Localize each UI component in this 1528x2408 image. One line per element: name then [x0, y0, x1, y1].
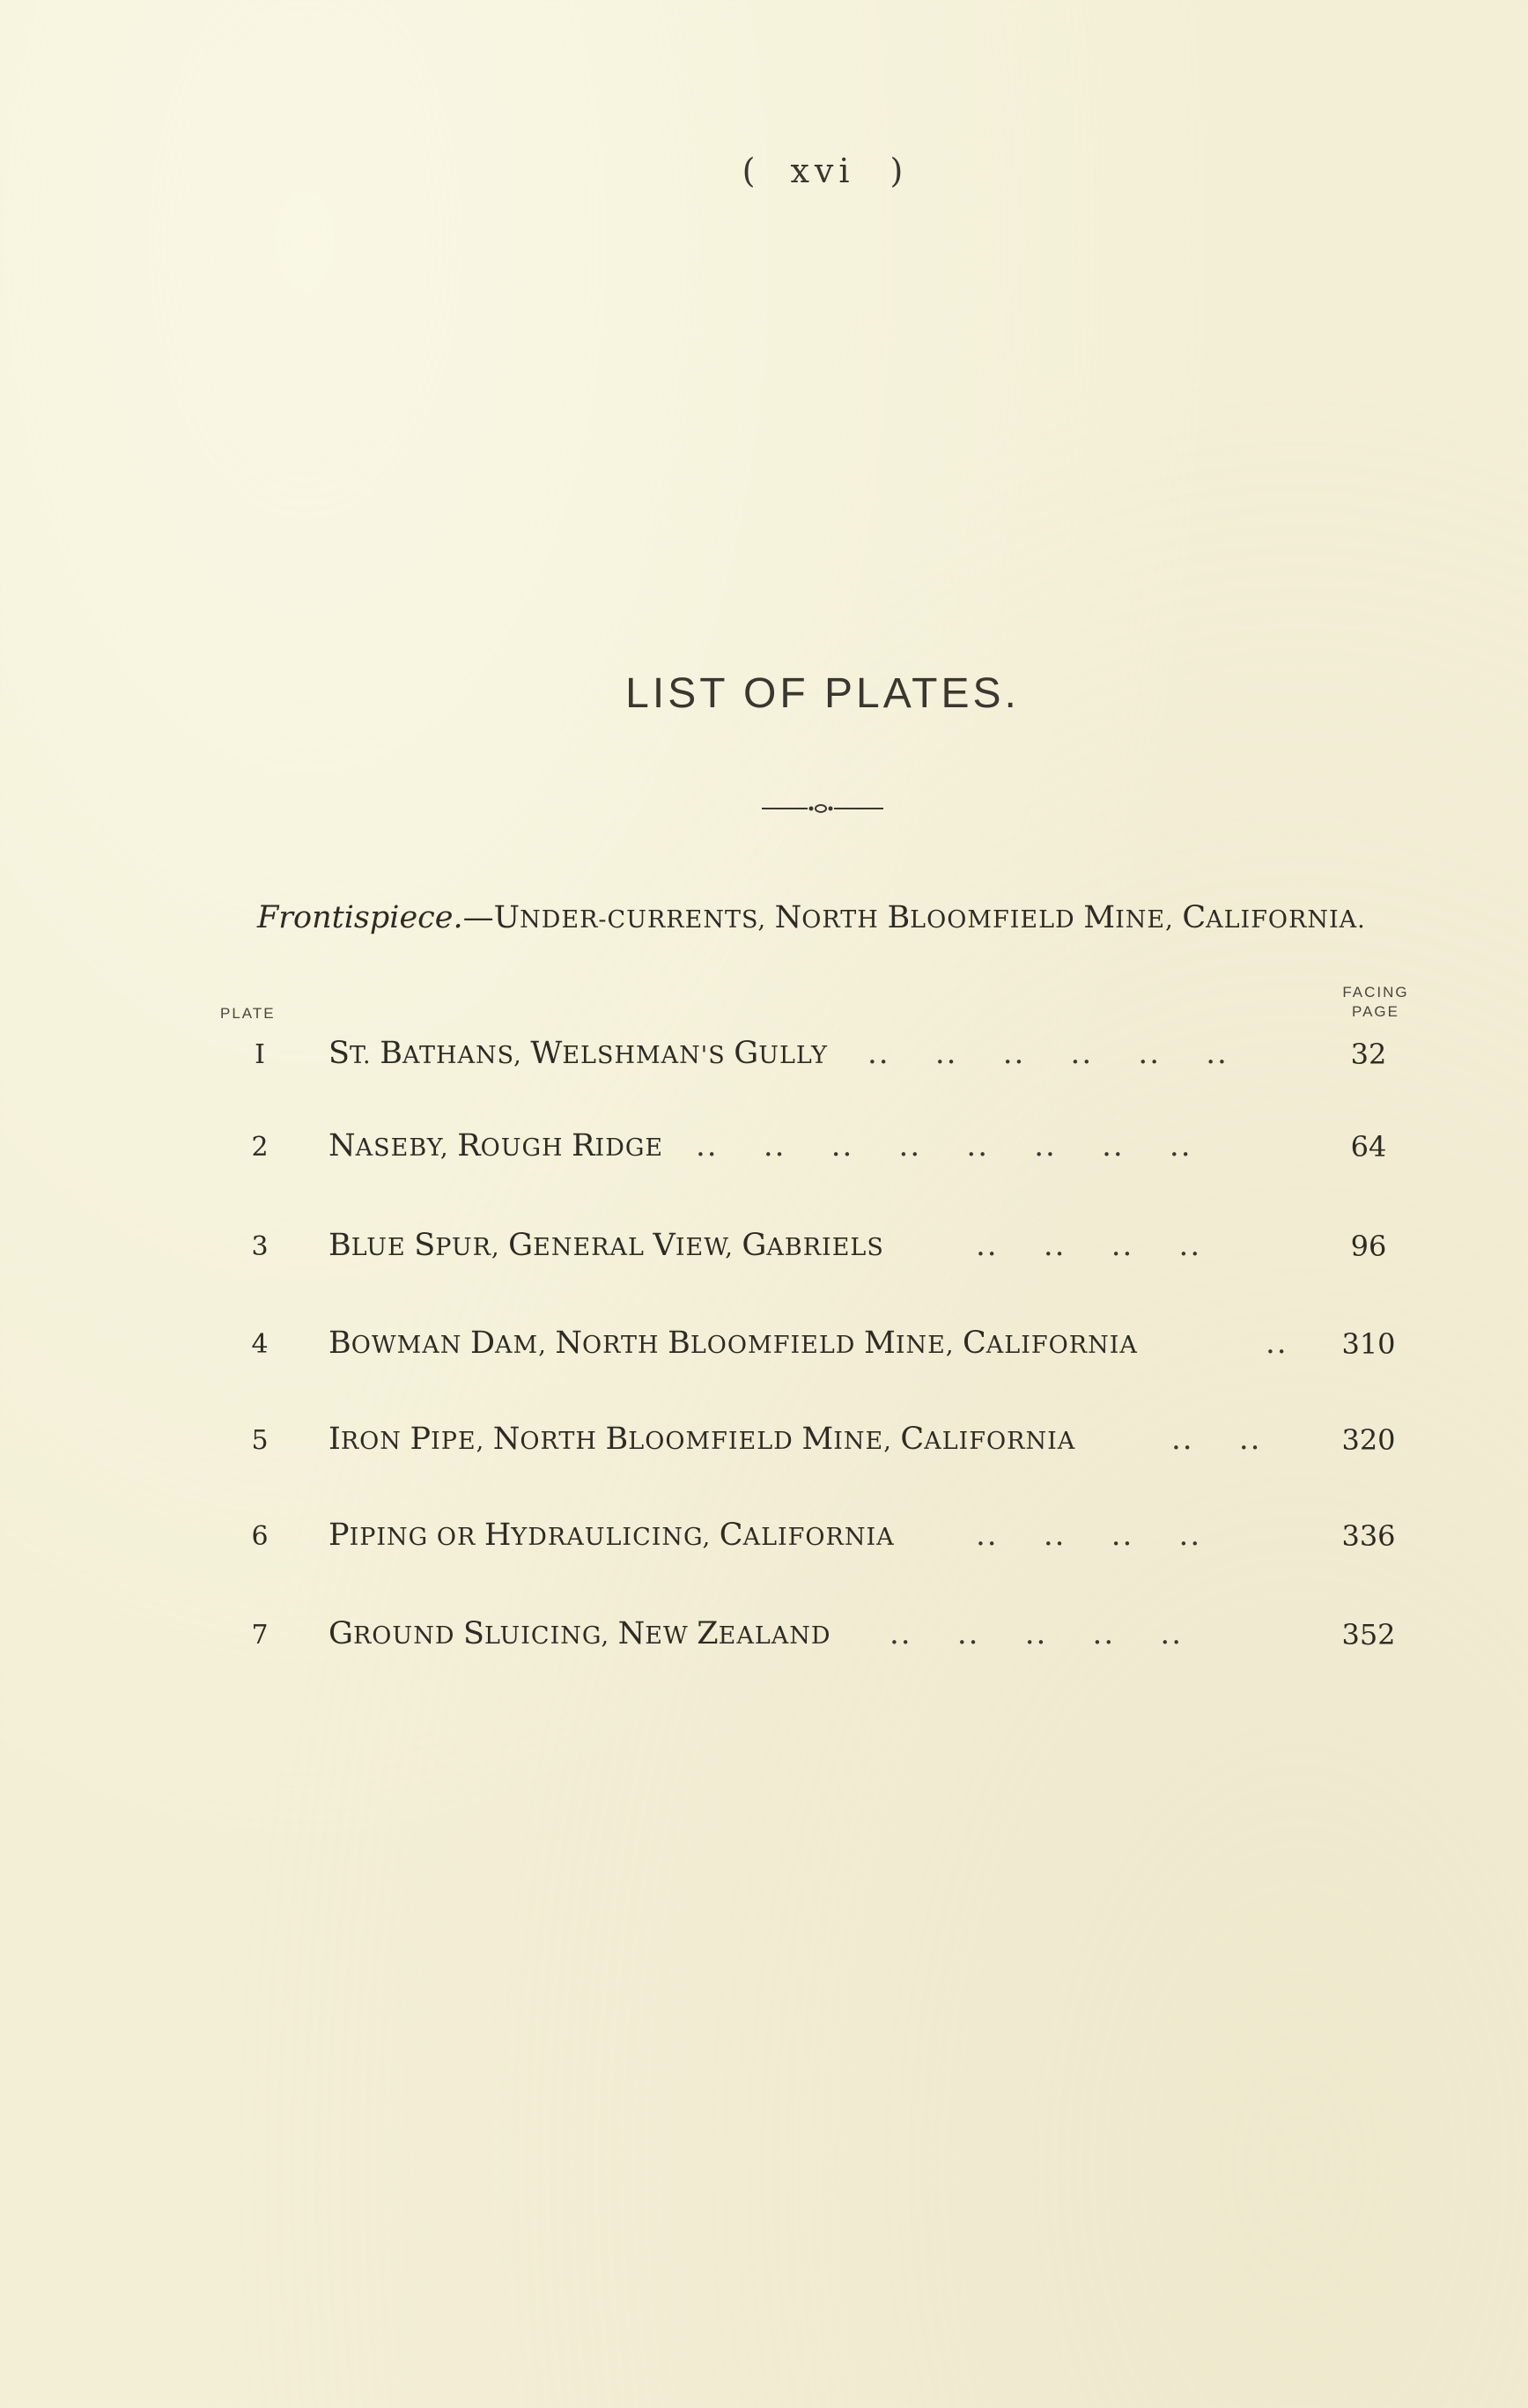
small-caps-initial: C: [900, 1422, 925, 1457]
plate-number: 2: [251, 1132, 269, 1163]
small-caps-initial: D: [469, 1326, 496, 1361]
frontispiece-line: [257, 900, 1420, 935]
small-caps-initial: N: [492, 1422, 520, 1457]
frontispiece-dash: —: [462, 900, 494, 935]
small-caps-text: LUE: [351, 1234, 415, 1261]
facing-page-number: 96: [1350, 1230, 1387, 1263]
small-caps-initial: B: [605, 1422, 629, 1457]
small-caps-text: ALIFORNIA: [924, 1428, 1076, 1455]
small-caps-initial: S: [414, 1228, 436, 1263]
plate-number: 3: [251, 1231, 269, 1262]
plate-number: 6: [251, 1521, 269, 1552]
facing-page-number: 336: [1341, 1519, 1396, 1553]
plate-title: [328, 1616, 831, 1651]
ornament-divider-icon: [762, 797, 883, 820]
small-caps-initial: G: [508, 1228, 534, 1263]
plate-row: [0, 1518, 1528, 1562]
leader-dots: .. .. .. .. .. .. .. ..: [696, 1128, 1192, 1163]
small-caps-text: LOOMFIELD: [628, 1428, 802, 1455]
plate-row: [0, 1036, 1528, 1080]
frontispiece-label: Frontispiece.: [257, 900, 463, 935]
small-caps-text: ORTH: [801, 906, 888, 934]
small-caps-initial: C: [1182, 900, 1207, 935]
small-caps-text: OWMAN: [351, 1332, 470, 1359]
plate-title: [328, 1228, 884, 1263]
small-caps-initial: G: [742, 1228, 767, 1263]
small-caps-initial: V: [653, 1228, 675, 1263]
small-caps-initial: G: [328, 1616, 353, 1651]
small-caps-text: RON: [340, 1428, 410, 1455]
small-caps-text: EW: [645, 1622, 698, 1650]
leader-dots: .. ..: [1171, 1422, 1262, 1457]
small-caps-text: NDER-CURRENTS,: [520, 906, 775, 934]
small-caps-text: ENERAL: [533, 1234, 653, 1261]
plate-number: I: [255, 1039, 265, 1070]
plate-column-header: PLATE: [220, 1005, 276, 1022]
plate-title: [328, 1036, 828, 1071]
small-caps-text: ALIFORNIA.: [1206, 906, 1366, 934]
leader-dots: .. .. .. .. ..: [889, 1616, 1183, 1651]
facing-page-column-header: [1332, 983, 1420, 1022]
small-caps-initial: N: [774, 900, 802, 935]
small-caps-text: INE,: [1115, 906, 1183, 934]
facing-label: FACING: [1342, 984, 1409, 1001]
small-caps-text: IPE,: [431, 1428, 493, 1455]
small-caps-text: PUR,: [435, 1234, 509, 1261]
plate-row: [0, 1128, 1528, 1172]
plate-title: [328, 1326, 1138, 1361]
small-caps-initial: U: [493, 900, 520, 935]
small-caps-text: ORTH: [520, 1428, 606, 1455]
small-caps-text: INE,: [833, 1428, 901, 1455]
small-caps-initial: I: [328, 1422, 341, 1457]
plate-number: 7: [251, 1620, 269, 1651]
small-caps-text: INE,: [895, 1332, 963, 1359]
plate-title: [328, 1518, 895, 1553]
small-caps-initial: C: [963, 1326, 986, 1361]
small-caps-text: T.: [349, 1042, 380, 1069]
page-folio: [0, 151, 1528, 190]
small-caps-text: ULLY: [758, 1042, 828, 1069]
small-caps-initial: B: [887, 900, 911, 935]
small-caps-initial: C: [719, 1518, 743, 1553]
leader-dots: ..: [1266, 1326, 1288, 1361]
small-caps-initial: Z: [697, 1616, 719, 1651]
plate-row: [0, 1326, 1528, 1370]
small-caps-initial: R: [457, 1128, 481, 1163]
small-caps-text: ORTH: [581, 1332, 668, 1359]
facing-page-number: 64: [1350, 1130, 1387, 1163]
small-caps-initial: B: [668, 1326, 690, 1361]
small-caps-initial: M: [1083, 900, 1116, 935]
small-caps-initial: M: [801, 1422, 834, 1457]
small-caps-text: LUICING,: [484, 1622, 618, 1650]
small-caps-text: YDRAULICING,: [511, 1524, 720, 1551]
small-caps-text: ALIFORNIA: [742, 1524, 895, 1551]
leader-dots: .. .. .. ..: [976, 1518, 1202, 1553]
small-caps-text: ALIFORNIA: [985, 1332, 1138, 1359]
small-caps-initial: H: [483, 1518, 512, 1553]
small-caps-initial: P: [328, 1518, 350, 1553]
small-caps-initial: R: [572, 1128, 595, 1163]
plate-number: 4: [251, 1329, 269, 1360]
page-label: PAGE: [1352, 1003, 1399, 1020]
small-caps-initial: M: [863, 1326, 896, 1361]
small-caps-text: LOOMFIELD: [690, 1332, 864, 1359]
leader-dots: .. .. .. ..: [976, 1228, 1202, 1263]
plate-title: [328, 1128, 663, 1163]
small-caps-initial: B: [328, 1326, 351, 1361]
folio-close-paren: ): [889, 151, 904, 190]
plate-row: [0, 1616, 1528, 1660]
small-caps-text: ATHANS,: [402, 1042, 531, 1069]
facing-page-number: 352: [1341, 1618, 1396, 1651]
page-title: LIST OF PLATES.: [625, 670, 1020, 717]
plate-row: [0, 1422, 1528, 1466]
small-caps-text: IEW,: [675, 1234, 742, 1261]
small-caps-text: ELSHMAN'S: [562, 1042, 734, 1069]
small-caps-initial: B: [328, 1228, 351, 1263]
small-caps-initial: N: [617, 1616, 646, 1651]
small-caps-initial: N: [328, 1128, 356, 1163]
small-caps-text: OUGH: [480, 1134, 572, 1162]
small-caps-text: ASEBY,: [355, 1134, 458, 1162]
frontispiece-title: [494, 900, 1366, 935]
plate-row: [0, 1228, 1528, 1272]
folio-number: xvi: [790, 151, 855, 190]
small-caps-initial: S: [328, 1036, 350, 1071]
small-caps-initial: N: [555, 1326, 582, 1361]
leader-dots: .. .. .. .. .. ..: [867, 1036, 1229, 1071]
small-caps-initial: P: [410, 1422, 432, 1457]
facing-page-number: 32: [1350, 1038, 1387, 1071]
small-caps-initial: S: [463, 1616, 485, 1651]
folio-open-paren: (: [742, 151, 756, 190]
small-caps-text: LOOMFIELD: [910, 906, 1084, 934]
small-caps-initial: G: [734, 1036, 759, 1071]
small-caps-text: IDGE: [594, 1134, 664, 1162]
facing-page-number: 320: [1341, 1423, 1396, 1457]
small-caps-text: IPING OR: [349, 1524, 484, 1551]
small-caps-text: ABRIELS: [766, 1234, 884, 1261]
small-caps-text: AM,: [495, 1332, 556, 1359]
small-caps-text: EALAND: [718, 1622, 831, 1650]
small-caps-initial: W: [530, 1036, 563, 1071]
small-caps-text: ROUND: [352, 1622, 464, 1650]
plate-title: [328, 1422, 1075, 1457]
small-caps-initial: B: [380, 1036, 402, 1071]
facing-page-number: 310: [1341, 1327, 1396, 1361]
plate-number: 5: [251, 1425, 269, 1456]
